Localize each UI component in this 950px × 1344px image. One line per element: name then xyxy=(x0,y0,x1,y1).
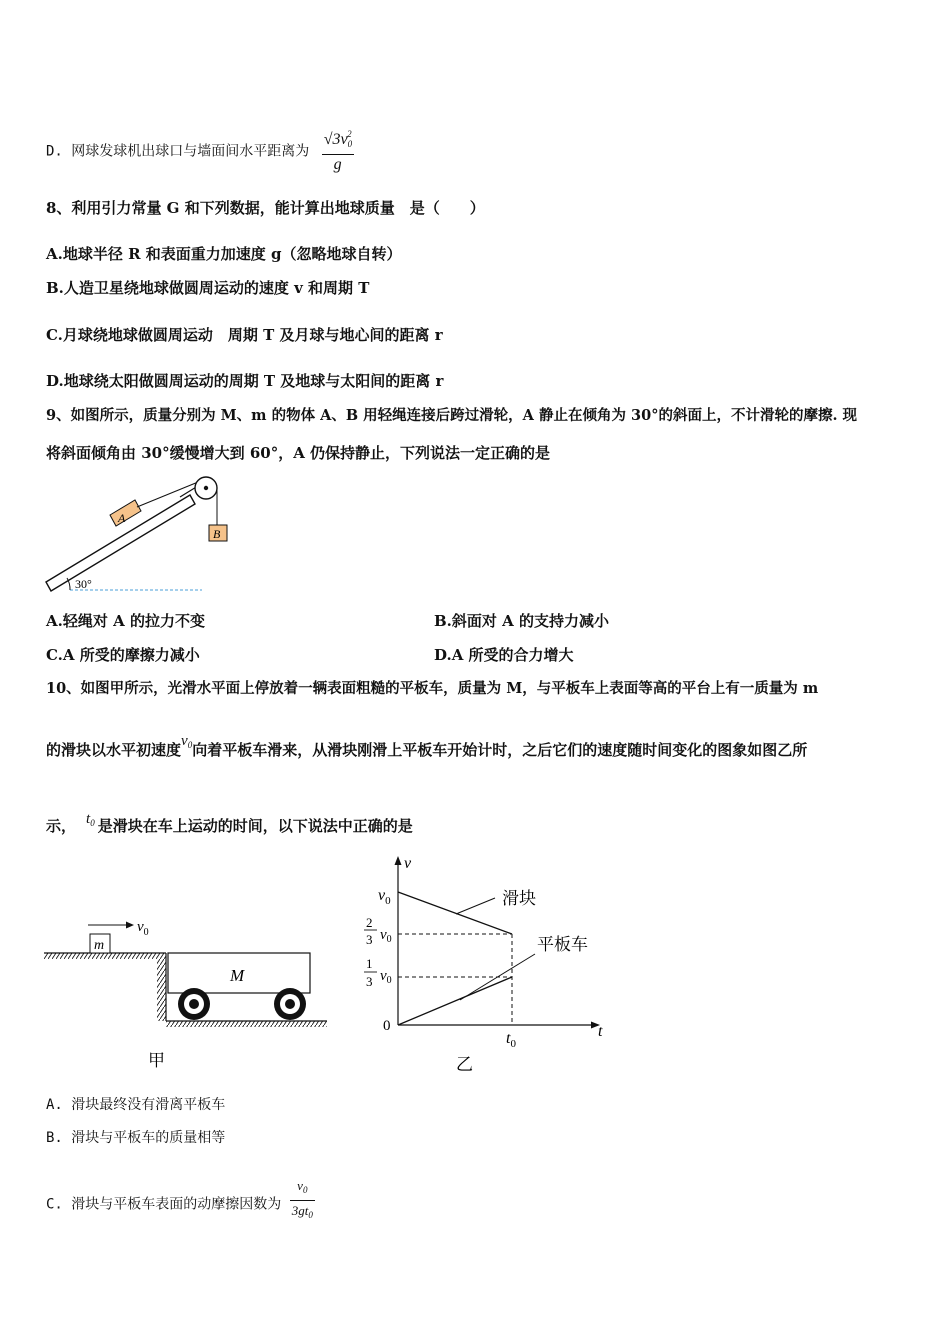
q9-option-c: C.A 所受的摩擦力减小 xyxy=(46,646,200,664)
q9-stem-line1: 9、如图所示，质量分别为 M、m 的物体 A、B 用轻绳连接后跨过滑轮，A 静止在倾角为 30°的斜面上，不计滑轮的摩擦. 现 xyxy=(46,407,858,424)
q10-stem-v-sub: 0 xyxy=(187,740,193,750)
q9-option-d: D.A 所受的合力增大 xyxy=(434,646,574,664)
q10-v0-arrowhead xyxy=(126,922,134,929)
q10-v-axis-arrowhead xyxy=(395,856,402,865)
q10-cart-label: M xyxy=(230,966,245,985)
q10-platform-wall-hatch xyxy=(157,959,166,1021)
q10-stem-line2 xyxy=(46,733,808,765)
q10-figure-yi xyxy=(352,850,612,1075)
q7-frac-num-sup: 2 xyxy=(347,129,352,139)
q10-platform-hatch xyxy=(44,953,166,959)
q10-block-m-label: m xyxy=(94,938,105,953)
q10-cart-velocity-line xyxy=(398,977,512,1025)
q10-stem-line3-a: 示， xyxy=(46,817,77,835)
svg-text:3: 3 xyxy=(366,932,373,947)
q10-stem-line3 xyxy=(46,811,413,841)
q10-ground-hatch xyxy=(166,1021,327,1027)
q7-option-d-fraction xyxy=(322,124,354,175)
q10-stem-t: t xyxy=(86,811,91,827)
q10-origin-label: 0 xyxy=(383,1018,391,1034)
q10-one-third-v0-label xyxy=(364,956,392,989)
svg-text:v0: $v_0$ xyxy=(380,927,392,945)
q8-option-c: C.月球绕地球做圆周运动 周期 T 及月球与地心间的距离 r xyxy=(46,326,443,344)
q10-v0-label: $v_0$ xyxy=(137,919,149,938)
q9-angle-label: 30° xyxy=(75,577,92,591)
svg-text:2: 2 xyxy=(366,915,373,930)
q10-slider-label: 滑块 xyxy=(502,889,536,908)
q10-cart-curve-label: 平板车 xyxy=(537,935,588,954)
q7-option-d-text: D. 网球发球机出球口与墙面间水平距离为 xyxy=(46,143,310,160)
q8-option-b: B.人造卫星绕地球做圆周运动的速度 v 和周期 T xyxy=(46,279,370,297)
q10-option-c-num-sub: 0 xyxy=(302,1185,308,1195)
q10-fig-jia-caption: 甲 xyxy=(148,1051,165,1070)
q10-option-c-num: v xyxy=(297,1178,303,1193)
q10-stem-line2-a: 的滑块以水平初速度 xyxy=(46,741,182,759)
q7-frac-den: g xyxy=(333,156,342,173)
q7-frac-num-sub: 0 xyxy=(347,139,353,149)
q9-block-b-label: B xyxy=(213,527,221,541)
q10-option-c-den: 3gt xyxy=(291,1203,309,1218)
q10-cart-wheel-left xyxy=(178,988,210,1020)
q9-pulley-axle xyxy=(204,486,208,490)
q10-option-c-text: C. 滑块与平板车表面的动摩擦因数为 xyxy=(46,1196,282,1213)
q10-fig-yi-caption: 乙 xyxy=(456,1055,473,1074)
q9-block-a xyxy=(110,500,141,526)
q10-stem-t-sub: 0 xyxy=(90,818,95,828)
q9-block-a-label: A xyxy=(118,511,126,525)
q10-option-a: A. 滑块最终没有滑离平板车 xyxy=(46,1097,226,1113)
q10-cart-wheel-right xyxy=(274,988,306,1020)
q10-stem-v: v xyxy=(181,733,188,749)
svg-text:v0: $v_0$ xyxy=(380,968,392,986)
q10-option-b: B. 滑块与平板车的质量相等 xyxy=(46,1130,226,1146)
q7-frac-num: √3v xyxy=(323,131,348,148)
q10-v-axis-label: v xyxy=(404,855,412,872)
q9-option-b: B.斜面对 A 的支持力减小 xyxy=(434,612,609,630)
q10-figure-jia xyxy=(44,905,344,1075)
q10-option-c xyxy=(46,1180,315,1229)
q10-option-c-den-sub: 0 xyxy=(308,1210,313,1220)
q8-option-a: A.地球半径 R 和表面重力加速度 g（忽略地球自转） xyxy=(46,245,402,263)
q10-t-axis-label: t xyxy=(598,1023,603,1040)
q10-slider-leader xyxy=(456,898,495,914)
q9-option-a: A.轻绳对 A 的拉力不变 xyxy=(46,612,205,630)
q8-stem: 8、利用引力常量 G 和下列数据，能计算出地球质量 是（ ） xyxy=(46,199,485,217)
q10-stem-line1: 10、如图甲所示，光滑水平面上停放着一辆表面粗糙的平板车，质量为 M，与平板车上表面等高的平台上有一质量为 m xyxy=(46,680,819,697)
q9-stem-line2: 将斜面倾角由 30°缓慢增大到 60°，A 仍保持静止，下列说法一定正确的是 xyxy=(46,444,551,462)
svg-text:3: 3 xyxy=(366,974,373,989)
q7-option-d xyxy=(46,126,354,177)
q10-t0-label: $t_0$ xyxy=(506,1030,516,1050)
q10-two-thirds-v0-label xyxy=(364,915,392,947)
svg-text:1: 1 xyxy=(366,956,373,971)
q10-option-c-fraction xyxy=(290,1176,315,1225)
q9-incline-figure xyxy=(40,470,240,600)
q8-option-d: D.地球绕太阳做圆周运动的周期 T 及地球与太阳间的距离 r xyxy=(46,372,444,390)
q10-stem-line3-b: 是滑块在车上运动的时间，以下说法中正确的是 xyxy=(97,817,413,835)
q10-stem-line2-b: 向着平板车滑来，从滑块刚滑上平板车开始计时，之后它们的速度随时间变化的图象如图乙所 xyxy=(192,741,808,759)
q10-yi-v0-label: $v_0$ xyxy=(378,887,391,907)
